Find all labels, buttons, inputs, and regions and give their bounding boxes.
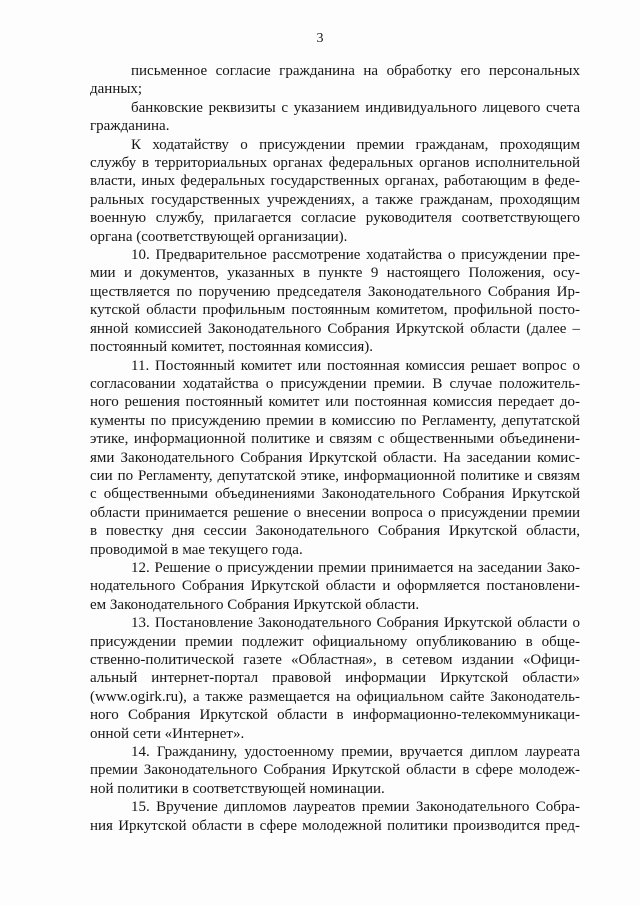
text-line: янной комиссией Законодательного Собрания Иркутской области (далее – (90, 320, 580, 337)
document-body (90, 62, 580, 835)
text-line: онной сети «Интернет». (90, 725, 245, 742)
text-line: данных; (90, 81, 143, 98)
text-line: банковские реквизиты с указанием индивидуального лицевого счета (131, 99, 580, 116)
text-line: кутской области профильным постоянным комитетом, профильной посто- (90, 302, 580, 319)
text-line: мии и документов, указанных в пункте 9 настоящего Положения, осу- (90, 265, 580, 282)
text-line: ния Иркутской области в сфере молодежной политики производится пред- (90, 817, 580, 834)
text-line: с общественными объединениями Законодательного Собрания Иркутской (90, 486, 580, 503)
text-line: ями Законодательного Собрания Иркутской области. На заседании комис- (90, 449, 580, 466)
text-line: 10. Предварительное рассмотрение ходатайства о присуждении пре- (131, 247, 580, 264)
text-line: кументы по присуждению премии в комиссию по Регламенту, депутатской (90, 412, 580, 429)
text-line: службу в территориальных органах федеральных органов исполнительной (90, 155, 580, 172)
text-line: ной политики в соответствующей номинации. (90, 780, 385, 797)
text-line: ственно-политической газете «Областная», в сетевом издании «Офици- (90, 652, 580, 668)
text-line: письменное согласие гражданина на обработку его персональных (131, 63, 580, 79)
text-line: премии Законодательного Собрания Иркутской области в сфере молодеж- (90, 762, 580, 779)
text-line: ного решения постоянный комитет или постоянная комиссия передает до- (90, 394, 580, 411)
text-line: органа (соответствующей организации). (90, 228, 348, 245)
text-line: 14. Гражданину, удостоенному премии, вручается диплом лауреата (131, 744, 580, 761)
text-line: (www.ogirk.ru), а также размещается на официальном сайте Законодатель- (90, 688, 580, 705)
text-line: 11. Постоянный комитет или постоянная комиссия решает вопрос о (131, 357, 580, 374)
text-line: ем Законодательного Собрания Иркутской области. (90, 596, 420, 613)
text-line: альный интернет-портал правовой информации Иркутской области» (90, 670, 580, 687)
text-line: ральных государственных учреждениях, а также гражданам, проходящим (90, 191, 580, 208)
text-line: 12. Решение о присуждении премии принимается на заседании Зако- (131, 559, 580, 576)
text-line: 15. Вручение дипломов лауреатов премии Законодательного Собра- (131, 799, 580, 816)
text-line: области принимается решение о внесении вопроса о присуждении премии (90, 504, 580, 521)
text-line: военную службу, прилагается согласие руководителя соответствующего (90, 210, 580, 227)
text-line: гражданина. (90, 118, 170, 135)
text-line: присуждении премии подлежит официальному опубликованию в обще- (90, 633, 580, 650)
text-line: согласовании ходатайства о присуждении премии. В случае положитель- (90, 375, 580, 392)
text-line: ного Собрания Иркутской области в информационно-телекоммуникаци- (90, 707, 580, 724)
text-line: проводимой в мае текущего года. (90, 541, 303, 558)
text-line: нодательного Собрания Иркутской области и оформляется постановлени- (90, 578, 580, 595)
text-line: постоянный комитет, постоянная комиссия). (90, 339, 373, 356)
text-line: власти, иных федеральных государственных органах, работающим в феде- (90, 173, 580, 190)
text-line: К ходатайству о присуждении премии гражданам, проходящим (131, 136, 580, 153)
page-number: 3 (316, 31, 324, 46)
text-line: ществляется по поручению председателя Законодательного Собрания Ир- (90, 283, 580, 300)
text-line: в повестку дня сессии Законодательного Собрания Иркутской области, (90, 523, 580, 540)
text-line: сии по Регламенту, депутатской этике, информационной политике и связям (90, 467, 580, 484)
text-line: этике, информационной политике и связям с общественными объединени- (90, 431, 580, 448)
text-line: 13. Постановление Законодательного Собрания Иркутской области о (131, 615, 580, 632)
